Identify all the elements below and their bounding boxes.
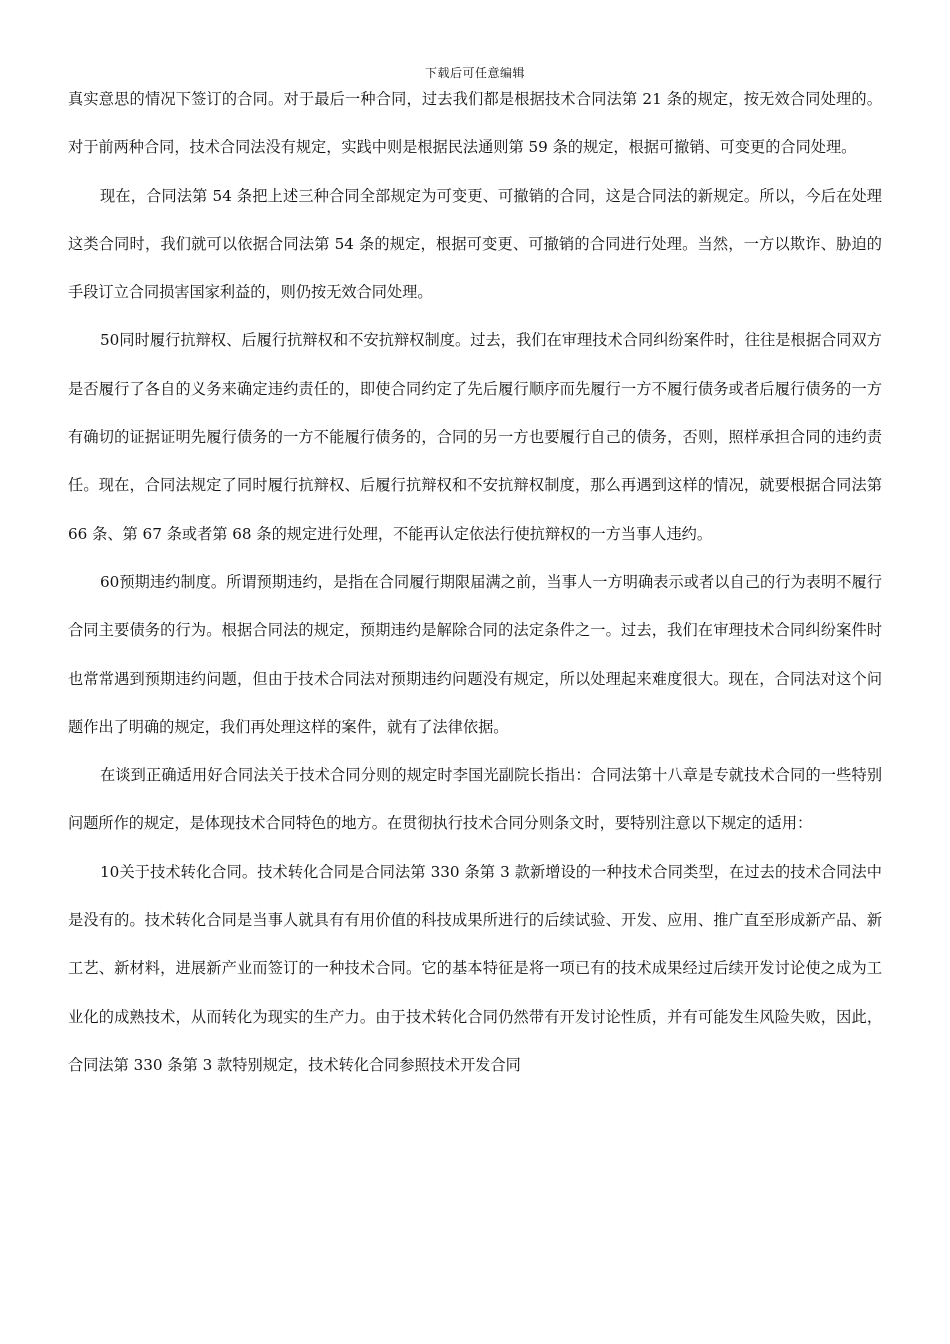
paragraph-2: 现在，合同法第 54 条把上述三种合同全部规定为可变更、可撤销的合同，这是合同法的新规定。所以，今后在处理这类合同时，我们就可以依据合同法第 54 条的规定，根据可变更、可撤销的合同进行处理。当然，一方以欺诈、胁迫的手段订立合同损害国家利益的，则仍按无效合同处理。 <box>68 186 882 302</box>
paragraph-6: 10关于技术转化合同。技术转化合同是合同法第 330 条第 3 款新增设的一种技术合同类型，在过去的技术合同法中是没有的。技术转化合同是当事人就具有有用价值的科技成果所进行的后续试验、开发、应用、推广直至形成新产品、新工艺、新材料，进展新产业而签订的一种技术合同。它的基本特征是将一项已有的技术成果经过后续开发讨论使之成为工业化的成熟技术，从而转化为现实的生产力。由于技术转化合同仍然带有开发讨论性质，并有可能发生风险失败，因此，合同法第 330 条第 3 款特别规定，技术转化合同参照技术开发合同 <box>68 862 882 1074</box>
paragraph-1: 真实意思的情况下签订的合同。对于最后一种合同，过去我们都是根据技术合同法第 21 条的规定，按无效合同处理的。对于前两种合同，技术合同法没有规定，实践中则是根据民法通则第 59 条的规定，根据可撤销、可变更的合同处理。 <box>68 90 882 157</box>
paragraph-5: 在谈到正确适用好合同法关于技术合同分则的规定时李国光副院长指出：合同法第十八章是专就技术合同的一些特别问题所作的规定，是体现技术合同特色的地方。在贯彻执行技术合同分则条文时，要特别注意以下规定的适用： <box>68 766 882 833</box>
paragraph-4: 60预期违约制度。所谓预期违约，是指在合同履行期限届满之前，当事人一方明确表示或者以自己的行为表明不履行合同主要债务的行为。根据合同法的规定，预期违约是解除合同的法定条件之一。过去，我们在审理技术合同纠纷案件时也常常遇到预期违约问题，但由于技术合同法对预期违约问题没有规定，所以处理起来难度很大。现在，合同法对这个问题作出了明确的规定，我们再处理这样的案件，就有了法律依据。 <box>68 572 882 736</box>
document-body <box>68 75 882 1089</box>
paragraph-3: 50同时履行抗辩权、后履行抗辩权和不安抗辩权制度。过去，我们在审理技术合同纠纷案件时，往往是根据合同双方是否履行了各自的义务来确定违约责任的，即使合同约定了先后履行顺序而先履行一方不履行债务或者后履行债务的一方有确切的证据证明先履行债务的一方不能履行债务的，合同的另一方也要履行自己的债务，否则，照样承担合同的违约责任。现在，合同法规定了同时履行抗辩权、后履行抗辩权和不安抗辩权制度，那么再遇到这样的情况，就要根据合同法第 66 条、第 67 条或者第 68 条的规定进行处理，不能再认定依法行使抗辩权的一方当事人违约。 <box>68 331 882 543</box>
page-header-note: 下载后可任意编辑 <box>424 66 525 80</box>
